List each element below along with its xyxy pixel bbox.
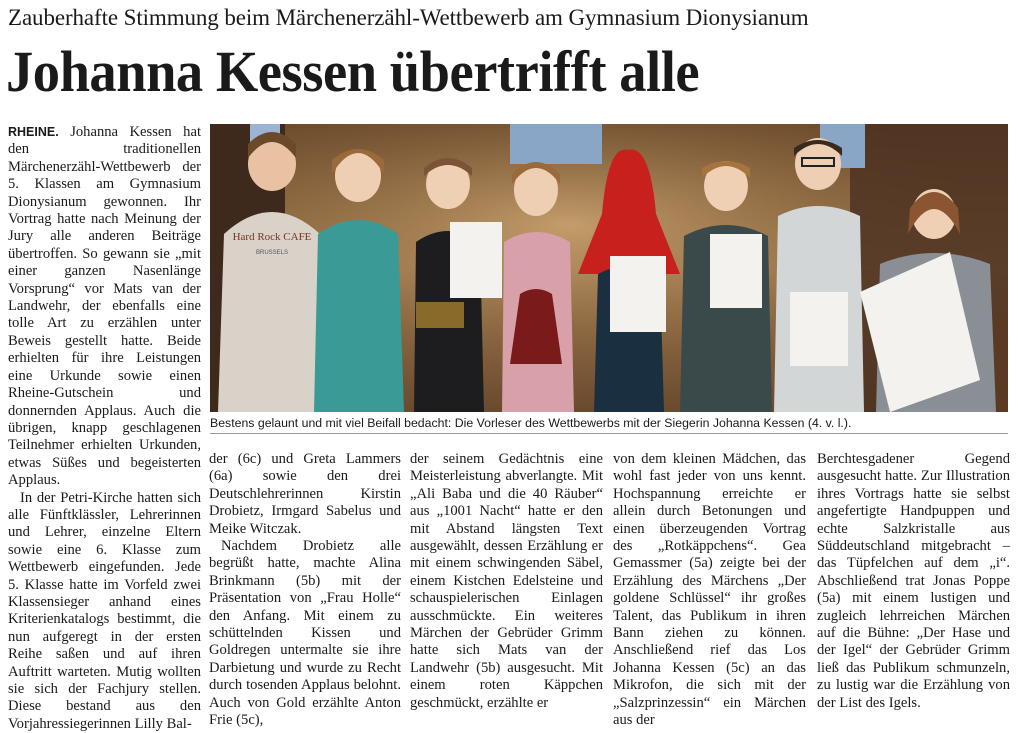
- paragraph-1-text: Johanna Kessen hat den traditionellen Märchenerzähl-Wettbewerb der 5. Klassen am Gymnasium Dionysianum gewonnen. Ihr Vortrag hatte nach Meinung der Jury alle anderen Beiträge übertroffen. So gewann sie „mit einer ganzen Nasenlänge Vorsprung“ vor Mats van der Landwehr, der ebenfalls eine tolle Art zu erzählen unter Beweis gestellt hatte. Beide erhielten für ihre Leistungen eine Urkunde sowie einen Rheine-Gutschein und donnernden Applaus. Auch die übrigen, knapp geschlagenen Teilnehmer erhielten Urkunden, etwas Süßes und begeisterten Applaus.: [8, 124, 201, 489]
- group-photo: [210, 124, 1008, 412]
- certificate: [450, 222, 502, 298]
- paragraph-1: [8, 124, 201, 490]
- kicker: Zauberhafte Stimmung beim Märchenerzähl-Wettbewerb am Gymnasium Dionysianum: [8, 5, 809, 30]
- article-column-2: [209, 451, 401, 730]
- dateline: RHEINE.: [8, 125, 59, 139]
- article-column-5: [817, 451, 1010, 712]
- photo-caption: Bestens gelaunt und mit viel Beifall bedacht: Die Vorleser des Wettbewerbs mit der Siegerin Johanna Kessen (4. v. l.).: [210, 416, 852, 430]
- sweatshirt-print-sub: BRUSSELS: [255, 250, 289, 256]
- article-column-3: [410, 451, 603, 712]
- caption-divider: [210, 433, 1008, 434]
- paragraph-5: der seinem Gedächtnis eine Meisterleistung abverlangte. Mit „Ali Baba und die 40 Räuber“ aus „1001 Nacht“ hatte er den mit Abstand längsten Text ausgewählt, dessen Erzählung er mit einem schwingenden Säbel, einem Kistchen Edelsteine und schauspielerischen Einlagen ausschmückte. Ein weiteres Märchen der Gebrüder Grimm hatte sich Mats van der Landwehr (5b) ausgesucht. Mit einem roten Käppchen geschmückt, erzählte er: [410, 451, 603, 711]
- church-window: [510, 124, 602, 164]
- article-column-1: [8, 124, 201, 733]
- photo-illustration: [210, 124, 1008, 412]
- paragraph-7: Berchtesgadener Gegend ausgesucht hatte. Zur Illustration ihres Vortrags hatte sie selbst angefertigte Handpuppen und echte Salzkristalle aus Süddeutschland mitgebracht – das Tüpfelchen auf dem „i“. Abschließend trat Jonas Poppe (5a) mit einem lustigen und zugleich lehrreichen Märchen auf die Bühne: „Der Hase und der Igel“ der Gebrüder Grimm ließ das Publikum schmunzeln, zu lustig war die Erzählung von der List des Igels.: [817, 451, 1010, 711]
- treasure-chest: [416, 302, 464, 328]
- sweatshirt-print: Hard Rock CAFE: [232, 231, 312, 243]
- paragraph-3: der (6c) und Greta Lammers (6a) sowie den drei Deutschlehrerinnen Kirstin Drobietz, Irmgard Sabelus und Meike Witczak.: [209, 451, 401, 537]
- paragraph-6: von dem kleinen Mädchen, das wohl fast jeder von uns kennt. Hochspannung erreichte er allein durch Betonungen und einen überzeugenden Vortrag des „Rotkäppchens“. Gea Gemassmer (5a) zeigte bei der Erzählung des Märchens „Der goldene Schlüssel“ ihr großes Talent, das Publikum in ihren Bann ziehen zu können. Anschließend rief das Los Johanna Kessen (5c) an das Mikrofon, die sich mit der „Salzprinzessin“ ein Märchen aus der: [613, 451, 806, 729]
- paragraph-2: In der Petri-Kirche hatten sich alle Fünftklässler, Lehrerinnen und Lehrer, einzelne Eltern sowie eine 6. Klasse zum Wettbewerb eingefunden. Jede 5. Klasse hatte im Vorfeld zwei Klassensieger anhand eines Kriterienkatalogs bestimmt, die nun aufgeregt in der ersten Reihe saßen und auf ihren Auftritt warteten. Mutig wollten sie sich der Fachjury stellen. Diese bestand aus den Vorjahressiegerinnen Lilly Bal-: [8, 489, 201, 732]
- paragraph-4: Nachdem Drobietz alle begrüßt hatte, machte Alina Brinkmann (5b) mit der Präsentation von „Frau Holle“ den Anfang. Mit einem zu schüttelnden Kissen und Goldregen untermalte sie ihre Darbietung und wurde zu Recht durch tosenden Applaus belohnt. Auch von Gold erzählte Anton Frie (5c),: [209, 538, 401, 729]
- headline: Johanna Kessen übertrifft alle: [6, 39, 700, 104]
- article-column-4: [613, 451, 806, 730]
